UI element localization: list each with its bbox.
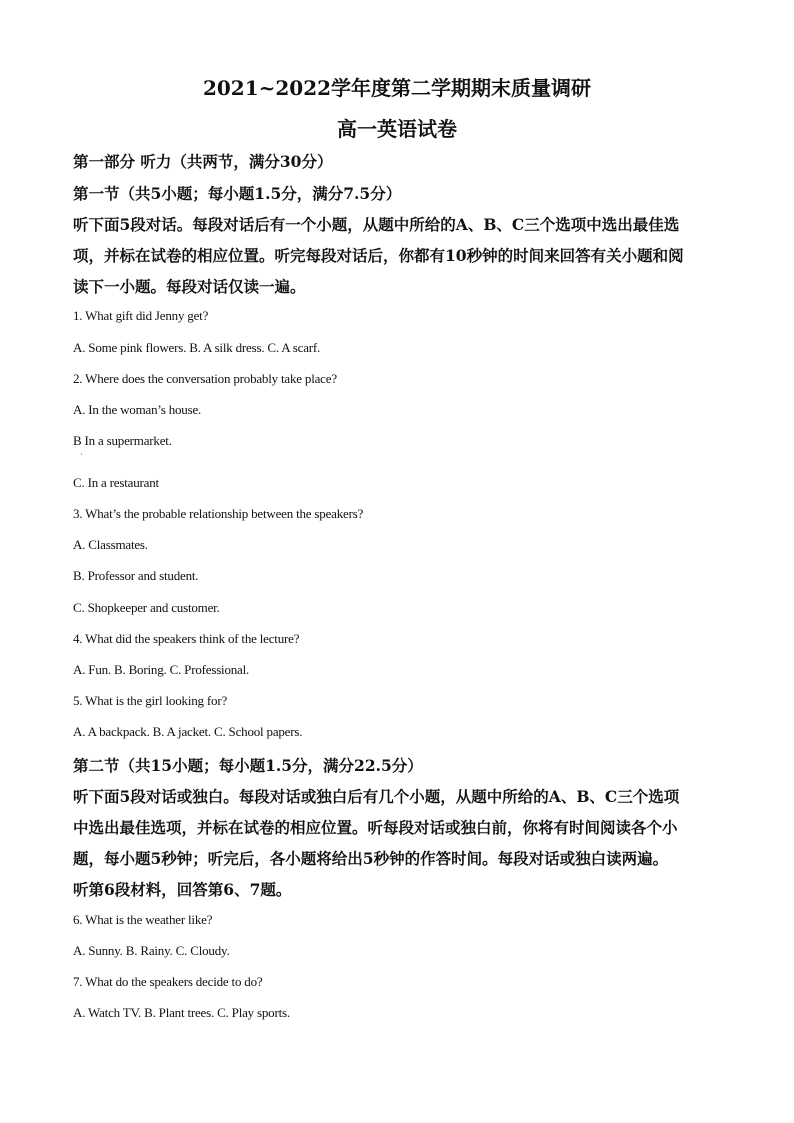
- question-7-options: A. Watch TV. B. Plant trees. C. Play sports.: [73, 1005, 290, 1020]
- question-2-option-a: A. In the woman’s house.: [73, 402, 202, 417]
- question-5-options: A. A backpack. B. A jacket. C. School papers.: [73, 724, 303, 739]
- section1-heading: 第一节（共5小题；每小题1.5分，满分7.5分）: [73, 184, 402, 203]
- section1-instruction-line: 读下一小题。每段对话仅读一遍。: [73, 277, 306, 296]
- question-1-options: A. Some pink flowers. B. A silk dress. C. A scarf.: [73, 340, 321, 355]
- question-3-option-c: C. Shopkeeper and customer.: [73, 600, 220, 615]
- question-1: 1. What gift did Jenny get?: [73, 308, 209, 323]
- exam-title: 2021~2022学年度第二学期期末质量调研: [202, 76, 592, 100]
- question-2: 2. Where does the conversation probably take place?: [73, 371, 337, 386]
- section2-instruction-line: 题，每小题5秒钟；听完后，各小题将给出5秒钟的作答时间。每段对话或独白读两遍。: [73, 849, 669, 868]
- section2-heading: 第二节（共15小题；每小题1.5分，满分22.5分）: [73, 756, 423, 775]
- section2-instruction-line: 听下面5段对话或独白。每段对话或独白后有几个小题，从题中所给的A、B、C三个选项: [73, 787, 680, 806]
- question-3-option-b: B. Professor and student.: [73, 568, 199, 583]
- question-7: 7. What do the speakers decide to do?: [73, 974, 263, 989]
- question-4-options: A. Fun. B. Boring. C. Professional.: [73, 662, 250, 677]
- question-3: 3. What’s the probable relationship between the speakers?: [73, 506, 364, 521]
- question-2-option-b: B In a supermarket.: [73, 433, 172, 448]
- question-2-option-c: C. In a restaurant: [73, 475, 159, 490]
- question-3-option-a: A. Classmates.: [73, 537, 148, 552]
- question-6: 6. What is the weather like?: [73, 912, 213, 927]
- section2-instruction-line: 中选出最佳选项，并标在试卷的相应位置。听每段对话或独白前，你将有时间阅读各个小: [73, 818, 678, 837]
- stray-dot: ·: [80, 450, 83, 459]
- section1-instruction-line: 项，并标在试卷的相应位置。听完每段对话后，你都有10秒钟的时间来回答有关小题和阅: [73, 246, 684, 265]
- question-5: 5. What is the girl looking for?: [73, 693, 228, 708]
- question-4: 4. What did the speakers think of the lecture?: [73, 631, 300, 646]
- part1-heading: 第一部分 听力（共两节，满分30分）: [73, 152, 333, 171]
- section1-instruction-line: 听下面5段对话。每段对话后有一个小题，从题中所给的A、B、C三个选项中选出最佳选: [73, 215, 680, 234]
- exam-subtitle: 高一英语试卷: [337, 117, 457, 141]
- question-6-options: A. Sunny. B. Rainy. C. Cloudy.: [73, 943, 230, 958]
- section2-instruction-line: 听第6段材料，回答第6、7题。: [73, 880, 292, 899]
